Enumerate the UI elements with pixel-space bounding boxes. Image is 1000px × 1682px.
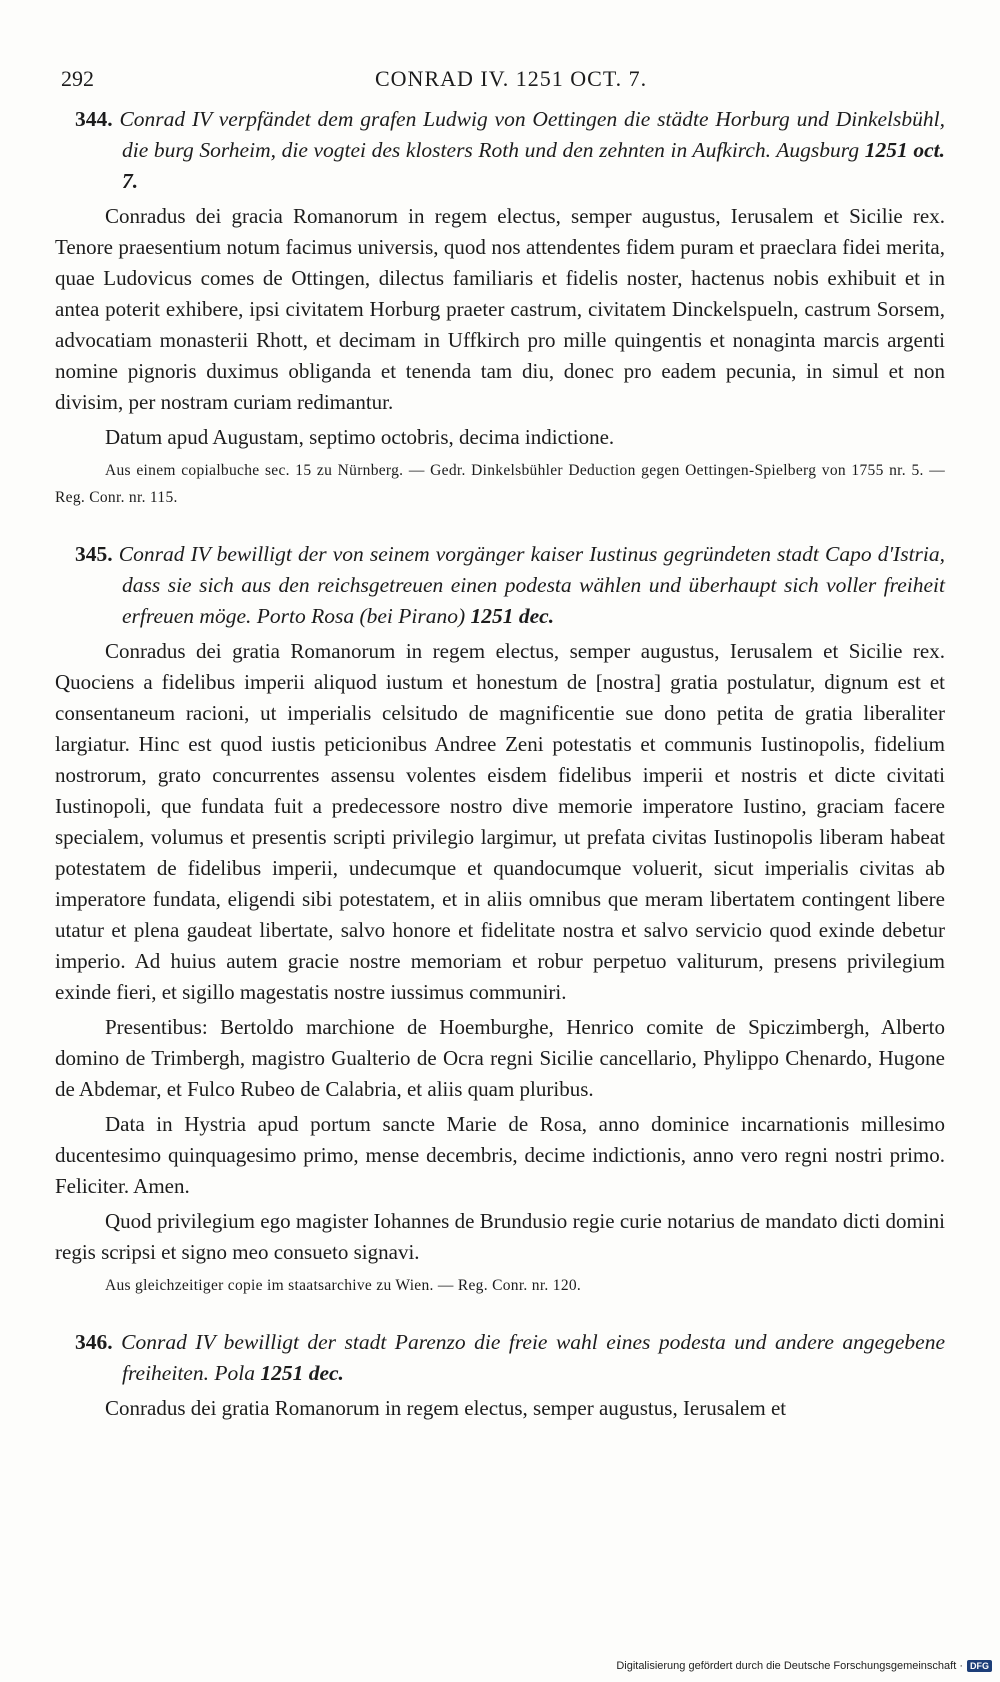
entry-344: [55, 104, 945, 511]
regest-text: Conrad IV verpfändet dem grafen Ludwig von Oettingen die städte Horburg und Dinkelsbühl, die burg Sorheim, die vogtei des klosters Roth und den zehnten in Aufkirch. Augsburg: [119, 107, 945, 162]
regest-date: 1251 oct. 7.: [122, 138, 945, 193]
entry-number: 345.: [75, 542, 113, 566]
notary-clause: Quod privilegium ego magister Iohannes de Brundusio regie curie notarius de mandato dicti domini regis scripsi et signo meo consueto signavi.: [55, 1209, 945, 1264]
regest-date: 1251 dec.: [470, 604, 555, 628]
entry-number: 344.: [75, 107, 113, 131]
dating-clause: Datum apud Augustam, septimo octobris, decima indictione.: [105, 425, 615, 449]
page-header: [55, 58, 945, 100]
running-title: CONRAD IV. 1251 OCT. 7.: [375, 66, 648, 91]
document-page: [55, 58, 945, 1424]
regest-date: 1251 dec.: [260, 1361, 344, 1385]
witness-list: Presentibus: Bertoldo marchione de Hoemburghe, Henrico comite de Spiczimbergh, Alberto domino de Trimbergh, magistro Gualterio de Ocra regni Sicilie cancellario, Phylippo Chenardo, Hugone de Abdemar, et Fulco Rubeo de Calabria, et aliis quam pluribus.: [55, 1015, 945, 1101]
charter-text: Conradus dei gracia Romanorum in regem electus, semper augustus, Ierusalem et Sicilie rex. Tenore praesentium notum facimus universis, quod nos attendentes fidem puram et praeclara fidei merita, quae Ludovicus comes de Ottingen, dilectus familiaris et fidelis noster, hactenus nobis exhibuit et in antea poterit exhibere, ipsi civitatem Horburg praeter castrum, civitatem Dinckelspueln, castrum Sorsem, advocatiam monasterii Rhott, et decimam in Uffkirch pro mille quingentis et nonaginta marcis argenti nomine pignoris duximus obliganda et tenenda tam diu, donec pro eadem pecunia, in simul et non divisim, per nostram curiam redimantur.: [55, 204, 945, 414]
entry-346: [55, 1327, 945, 1424]
regest-heading: [55, 539, 945, 632]
regest-heading: [55, 104, 945, 197]
charter-text: Conradus dei gratia Romanorum in regem electus, semper augustus, Ierusalem et: [105, 1396, 787, 1420]
footer-text: Digitalisierung gefördert durch die Deutsche Forschungsgemeinschaft ·: [616, 1660, 963, 1672]
source-note: Aus gleichzeitiger copie im staatsarchive zu Wien. — Reg. Conr. nr. 120.: [105, 1277, 582, 1294]
regest-text: Conrad IV bewilligt der stadt Parenzo die freie wahl eines podesta und andere angegebene freiheiten. Pola: [121, 1330, 946, 1385]
regest-text: Conrad IV bewilligt der von seinem vorgänger kaiser Iustinus gegründeten stadt Capo d'Istria, dass sie sich aus den reichsgetreuen einen podesta wählen und überhaupt sich voller freiheit erfreuen möge. Porto Rosa (bei Pirano): [118, 542, 946, 628]
digitization-footer: [616, 1660, 992, 1672]
entry-number: 346.: [75, 1330, 113, 1354]
dfg-logo: DFG: [967, 1660, 992, 1672]
source-note: Aus einem copialbuche sec. 15 zu Nürnberg. — Gedr. Dinkelsbühler Deduction gegen Oettingen-Spielberg von 1755 nr. 5. — Reg. Conr. nr. 115.: [55, 462, 945, 506]
entry-345: [55, 539, 945, 1299]
page-number: 292: [61, 66, 94, 91]
dating-clause: Data in Hystria apud portum sancte Marie de Rosa, anno dominice incarnationis millesimo ducentesimo quinquagesimo primo, mense decembris, decime indictionis, anno vero regni nostri primo. Feliciter. Amen.: [55, 1112, 945, 1198]
regest-heading: [55, 1327, 945, 1389]
charter-text: Conradus dei gratia Romanorum in regem electus, semper augustus, Ierusalem et Sicilie rex. Quociens a fidelibus imperii aliquod iustum et honestum de [nostra] gratia postulatur, dignum est et consentaneum racioni, ut imperialis celsitudo de magnificentie sue dono petita de gratia liberaliter largiatur. Hinc est quod iustis peticionibus Andree Zeni potestatis et communis Iustinopolis, fidelium nostrorum, grato concurrentes assensu volentes eisdem fidelibus imperii et nostris et dicte civitati Iustinopoli, que fundata fuit a predecessore nostro dive memorie imperatore Iustino, graciam facere specialem, volumus et presentis scripti privilegio largimur, ut prefata civitas Iustinopolis liberam habeat potestatem de fidelibus imperii, undecumque et quandocumque voluerit, sicut imperialis civitas ab imperatore fundata, eligendi sibi potestatem, et in aliis omnibus que meram libertatem contingent libere utatur et plena gaudeat libertate, salvo honore et fidelitate nostra et salvo servicio quod exinde debetur imperio. Ad huius autem gracie nostre memoriam et robur perpetuo valiturum, presens privilegium exinde fieri, et sigillo magestatis nostre iussimus communiri.: [55, 639, 945, 1004]
